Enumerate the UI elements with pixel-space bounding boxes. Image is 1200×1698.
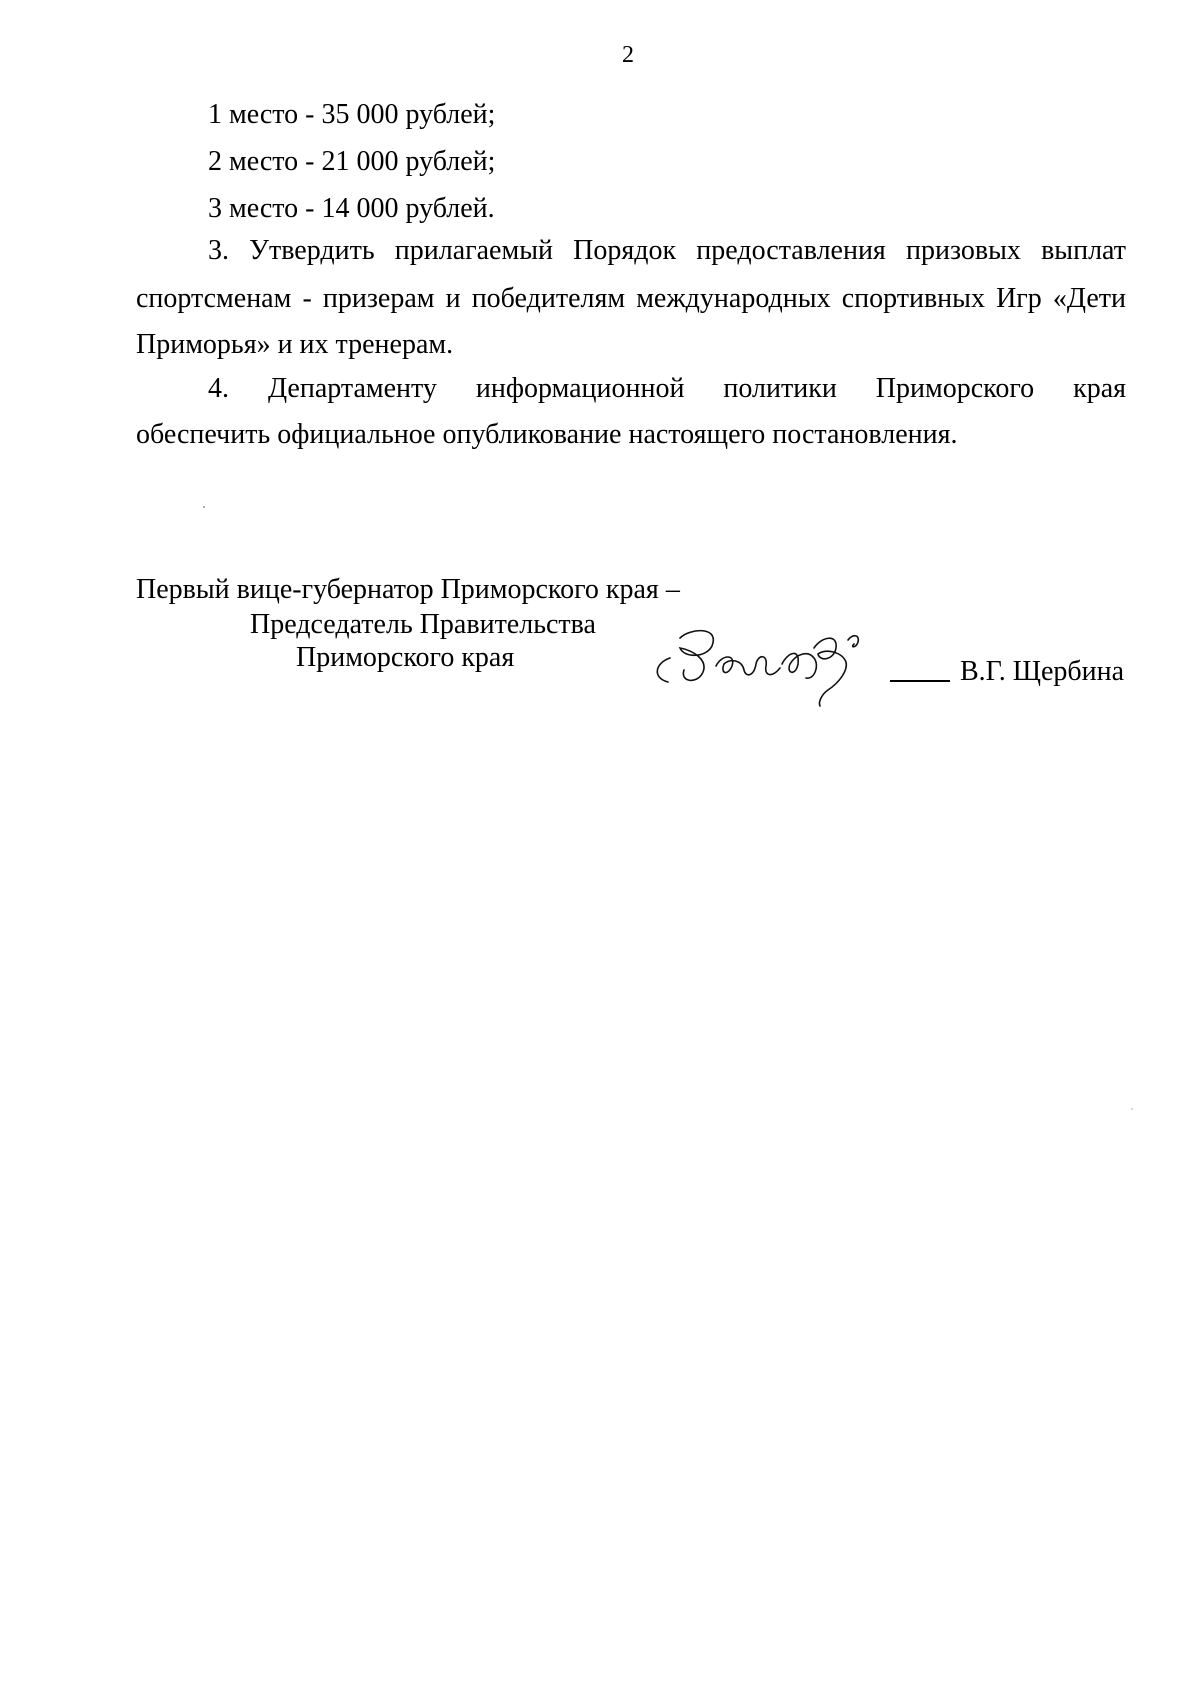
scan-speck [1131, 1108, 1133, 1110]
paragraph-4-line-2: обеспечить официальное опубликование настоящего постановления. [136, 419, 958, 450]
paragraph-4-line-1 [208, 366, 1126, 412]
prize-line-first-place: 1 место - 35 000 рублей; [208, 99, 496, 130]
signatory-title-line-2: Председатель Правительства [250, 609, 596, 640]
signatory-name: В.Г. Щербина [960, 656, 1125, 687]
paragraph-3-line-3: Приморья» и их тренерам. [136, 329, 454, 360]
prize-line-second-place: 2 место - 21 000 рублей; [208, 146, 496, 177]
prize-line-third-place: 3 место - 14 000 рублей. [208, 193, 495, 224]
signatory-title-line-1: Первый вице-губернатор Приморского края – [136, 574, 680, 605]
scan-speck [203, 506, 205, 508]
paragraph-4-text-line-1: 4. Департаменту информационной политики Приморского края [208, 373, 1126, 404]
paragraph-3-line-1 [208, 228, 1126, 274]
handwritten-signature [650, 618, 900, 708]
paragraph-3-line-2 [136, 276, 1126, 322]
paragraph-3-text-line-1: 3. Утвердить прилагаемый Порядок предоставления призовых выплат [208, 235, 1126, 266]
paragraph-3-text-line-2: спортсменам - призерам и победителям международных спортивных Игр «Дети [136, 283, 1126, 314]
signature-line [890, 680, 950, 682]
signatory-title-line-3: Приморского края [296, 642, 515, 673]
page-number: 2 [622, 42, 634, 68]
